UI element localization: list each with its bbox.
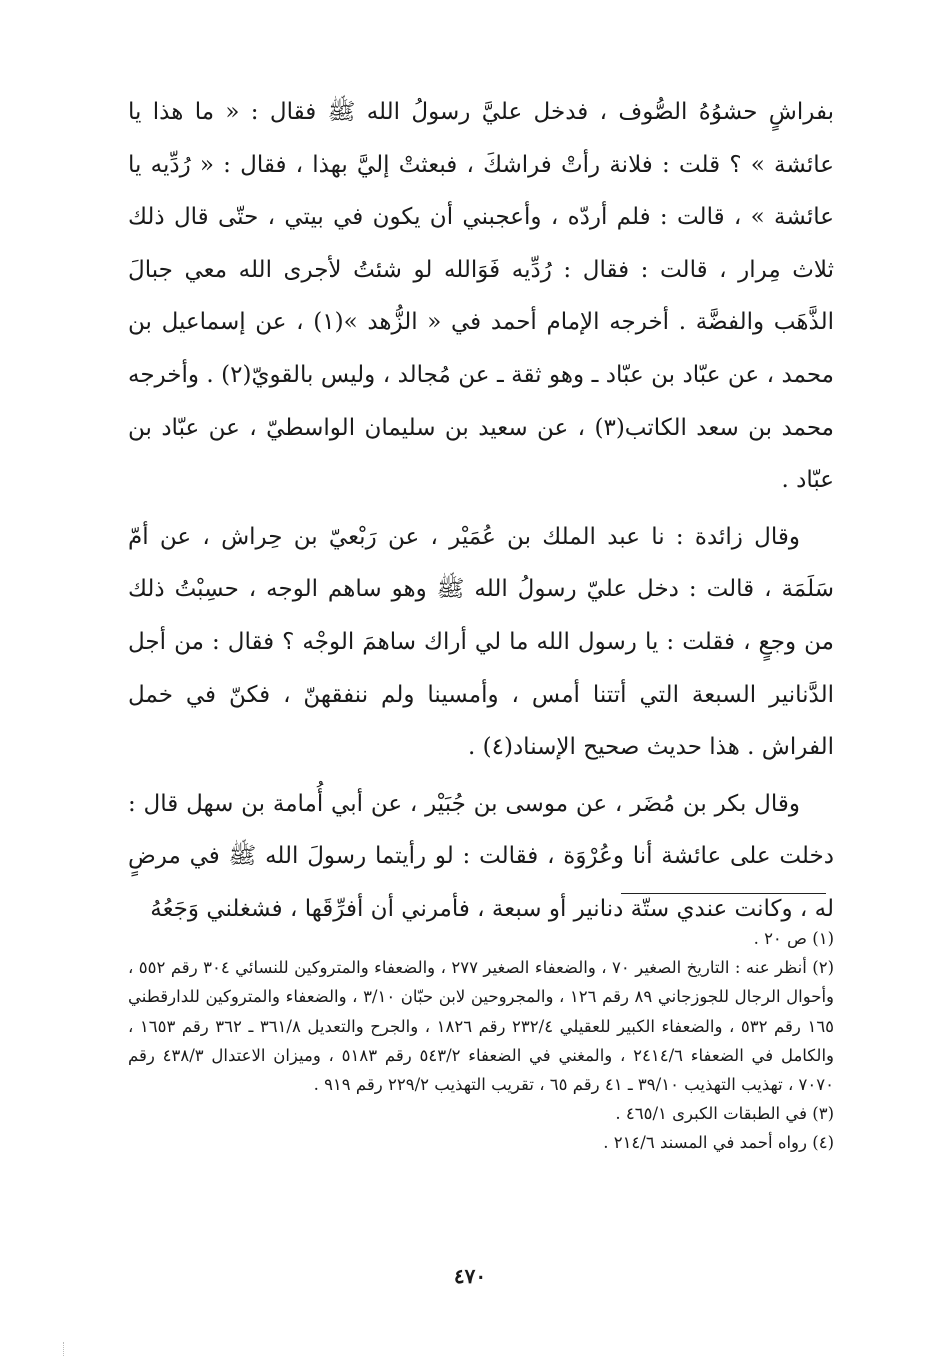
- paragraph-3: وقال بكر بن مُضَر ، عن موسى بن جُبَيْر ، عن أبي أُمامة بن سهل قال : دخلت على عائشة أنا وعُرْوَة ، فقالت : لو رأيتما رسولَ الله ﷺ في مرضٍ له ، وكانت عندي ستّة دنانير أو سبعة ، فأمرني أن أفرِّقَها ، فشغلني وَجَعُهُ: [128, 790, 834, 922]
- main-text: [128, 86, 834, 940]
- footnotes: [128, 924, 834, 1158]
- footnote-2: (٢) أنظر عنه : التاريخ الصغير ٧٠ ، والضعفاء الصغير ٢٧٧ ، والضعفاء والمتروكين للنسائي ٣٠٤ رقم ٥٥٢ ، وأحوال الرجال للجوزجاني ٨٩ رقم ١٢٦ ، والمجروحين لابن حبّان ٣/١٠ ، والضعفاء والمتروكين للدارقطني ١٦٥ رقم ٥٣٢ ، والضعفاء الكبير للعقيلي ٢٣٢/٤ رقم ١٨٢٦ ، والجرح والتعديل ٣٦١/٨ ـ ٣٦٢ رقم ١٦٥٣ ، والكامل في الضعفاء ٢٤١٤/٦ ، والمغني في الضعفاء ٥٤٣/٢ رقم ٥١٨٣ ، وميزان الاعتدال ٤٣٨/٣ رقم ٧٠٧٠ ، تهذيب التهذيب ٣٩/١٠ ـ ٤١ رقم ٦٥ ، تقريب التهذيب ٢٢٩/٢ رقم ٩١٩ .: [128, 958, 835, 1095]
- paragraph-2: وقال زائدة : نا عبد الملك بن عُمَيْر ، عن رَبْعيّ بن حِراش ، عن أمّ سَلَمَة ، قالت : دخل عليّ رسولُ الله ﷺ وهو ساهم الوجه ، حسِبْتُ ذلك من وجعٍ ، فقلت : يا رسول الله ما لي أراك ساهمَ الوجْه ؟ فقال : من أجل الدَّنانير السبعة التي أتتنا أمس ، وأمسينا ولم ننفقهنّ ، فكنّ في خمل الفراش . هذا حديث صحيح الإسناد(٤) .: [128, 523, 834, 761]
- margin-mark: [63, 1342, 66, 1356]
- page-number: ٤٧٠: [453, 1264, 487, 1288]
- footnote-3: (٣) في الطبقات الكبرى ٤٦٥/١ .: [615, 1104, 834, 1124]
- footnote-separator: [621, 893, 826, 894]
- footnote-4: (٤) رواه أحمد في المسند ٢١٤/٦ .: [603, 1133, 834, 1153]
- paragraph-1: بفراشٍ حشوُهُ الصُّوف ، فدخل عليَّ رسولُ الله ﷺ فقال : « ما هذا يا عائشة » ؟ قلت : فلانة رأتْ فراشكَ ، فبعثتْ إليَّ بهذا ، فقال : « رُدِّيه يا عائشة » ، قالت : فلم أردّه ، وأعجبني أن يكون في بيتي ، حتّى قال ذلك ثلاث مِرار ، قالت : فقال : رُدِّيه فَوَالله لو شئتُ لأجرى الله معي جبالَ الذَّهَب والفضَّة . أخرجه الإمام أحمد في « الزُّهد »(١) ، عن إسماعيل بن محمد ، عن عبّاد بن عبّاد ـ وهو ثقة ـ عن مُجالد ، وليس بالقويّ(٢) . وأخرجه محمد بن سعد الكاتب(٣) ، عن سعيد بن سليمان الواسطيّ ، عن عبّاد بن عبّاد .: [128, 99, 834, 494]
- footnote-1: (١) ص ٢٠ .: [753, 929, 834, 948]
